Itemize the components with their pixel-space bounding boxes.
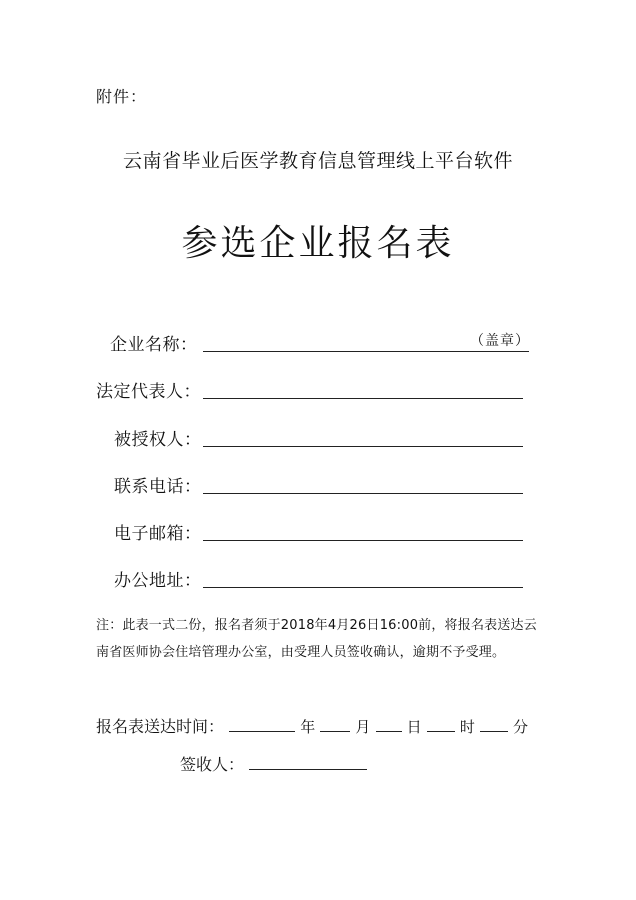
authorized-person-input-line[interactable] bbox=[203, 446, 523, 447]
field-authorized-person bbox=[96, 425, 536, 451]
field-phone bbox=[96, 472, 536, 498]
signer-blank[interactable] bbox=[249, 753, 367, 770]
hour-blank[interactable] bbox=[427, 715, 455, 732]
document-title: 参选企业报名表 bbox=[181, 223, 455, 264]
email-input-line[interactable] bbox=[203, 540, 523, 541]
month-blank[interactable] bbox=[320, 715, 350, 732]
field-label: 被授权人： bbox=[114, 430, 202, 450]
submission-note: 注：此表一式二份，报名者须于2018年4月26日16:00前，将报名表送达云南省医师协会住培管理办公室，由受理人员签收确认，逾期不予受理。 bbox=[96, 618, 537, 660]
field-label: 办公地址： bbox=[114, 571, 202, 591]
seal-note: （盖章） bbox=[470, 333, 530, 349]
deadline-label: 报名表送达时间： bbox=[96, 717, 225, 736]
field-email bbox=[96, 519, 536, 545]
minute-blank[interactable] bbox=[480, 715, 508, 732]
signer-label: 签收人： bbox=[180, 755, 245, 774]
year-unit: 年 bbox=[300, 718, 316, 736]
field-legal-representative bbox=[96, 377, 536, 403]
phone-input-line[interactable] bbox=[203, 493, 523, 494]
field-office-address bbox=[96, 566, 536, 592]
minute-unit: 分 bbox=[513, 718, 529, 736]
office-address-input-line[interactable] bbox=[203, 587, 523, 588]
year-blank[interactable] bbox=[229, 715, 295, 732]
hour-unit: 时 bbox=[459, 718, 475, 736]
company-name-input-line[interactable] bbox=[203, 351, 529, 352]
deadline-row bbox=[96, 714, 528, 737]
field-label: 企业名称： bbox=[110, 335, 198, 355]
field-label: 联系电话： bbox=[114, 477, 202, 497]
legal-representative-input-line[interactable] bbox=[203, 398, 523, 399]
field-company-name bbox=[96, 330, 536, 356]
day-unit: 日 bbox=[406, 718, 422, 736]
field-label: 法定代表人： bbox=[96, 382, 201, 402]
field-label: 电子邮箱： bbox=[114, 524, 202, 544]
day-blank[interactable] bbox=[376, 715, 402, 732]
annex-label: 附件： bbox=[96, 87, 148, 106]
document-subtitle: 云南省毕业后医学教育信息管理线上平台软件 bbox=[122, 150, 513, 172]
month-unit: 月 bbox=[355, 718, 371, 736]
signer-row bbox=[180, 752, 367, 775]
